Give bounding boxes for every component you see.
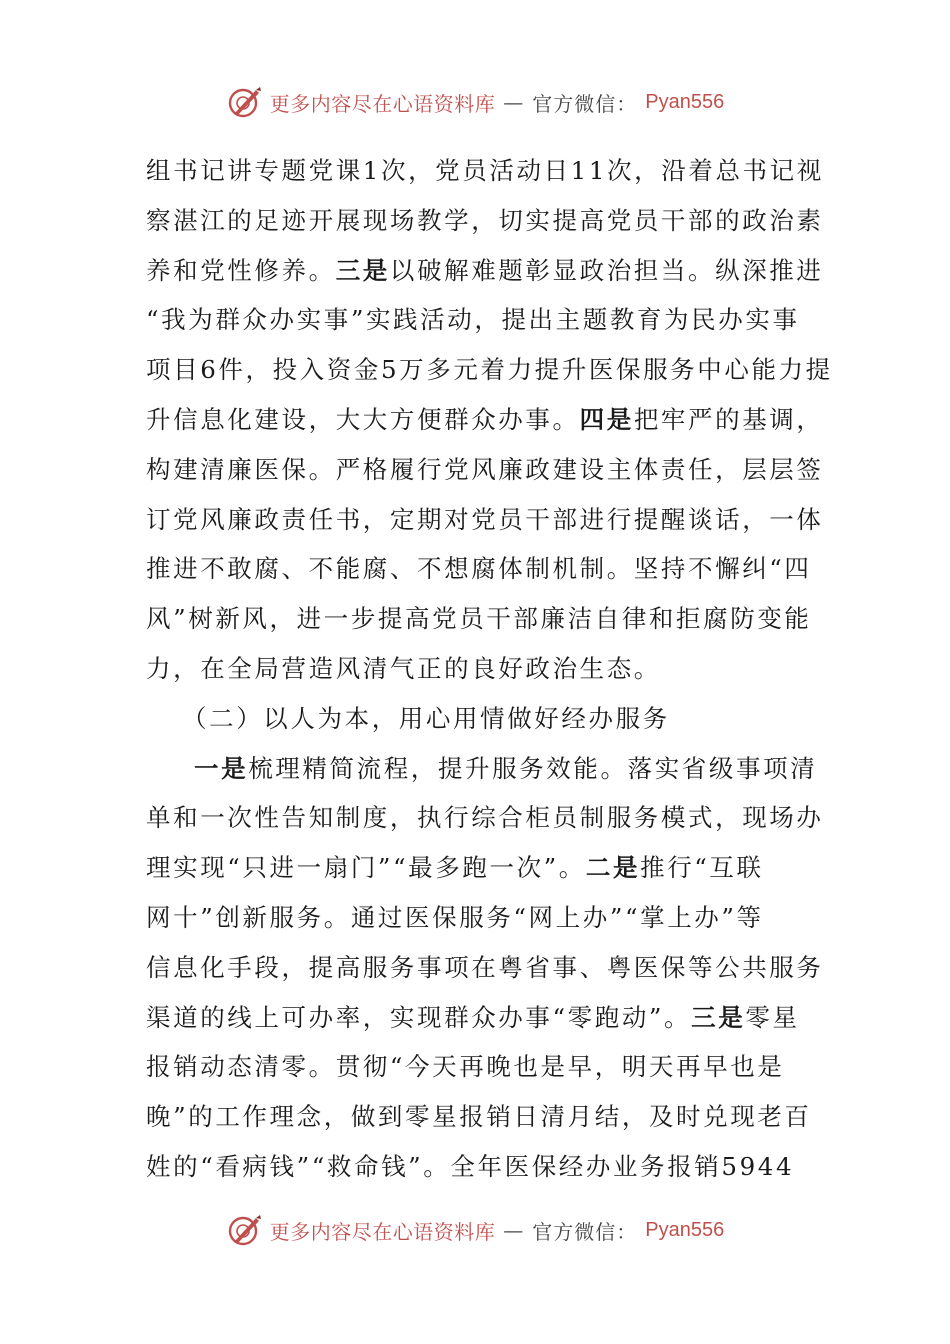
text-line: 报销动态清零。贯彻“今天再晚也是早，明天再早也是 (146, 1052, 785, 1082)
bold-lead-phrase: 一是 (194, 753, 249, 783)
banner-wechat-id: Pyan556 (645, 1218, 725, 1241)
text-line: 订党风廉政责任书，定期对党员干部进行提醒谈话，一体 (146, 504, 824, 534)
bold-lead-phrase: 二是 (585, 853, 641, 883)
text-line: 理实现“只进一扇门”“最多跑一次”。二是推行“互联 (146, 853, 764, 883)
banner-wechat-label: 官方微信： (532, 91, 638, 116)
document-body (146, 146, 833, 1192)
text-line: 一是梳理精简流程，提升服务效能。落实省级事项清 (194, 753, 818, 783)
watermark-banner-bottom (0, 1208, 950, 1252)
pen-logo-icon (226, 84, 262, 120)
text-line: “我为群众办实事”实践活动，提出主题教育为民办实事 (146, 305, 800, 335)
bold-lead-phrase: 三是 (691, 1002, 746, 1032)
text-line: 单和一次性告知制度，执行综合柜员制服务模式，现场办 (146, 803, 824, 833)
text-line: 组书记讲专题党课1次，党员活动日11次，沿着总书记视 (146, 156, 824, 185)
banner-site-name: 更多内容尽在心语资料库 (269, 91, 496, 116)
text-line: 晚”的工作理念，做到零星报销日清月结，及时兑现老百 (146, 1102, 812, 1132)
bold-lead-phrase: 三是 (335, 255, 390, 285)
bold-lead-phrase: 四是 (579, 404, 634, 434)
banner-dash: — (503, 90, 525, 114)
text-line: 力，在全局营造风清气正的良好政治生态。 (146, 653, 661, 683)
text-line: 养和党性修养。三是以破解难题彰显政治担当。纵深推进 (146, 255, 824, 285)
text-line: 构建清廉医保。严格履行党风廉政建设主体责任，层层签 (146, 454, 824, 484)
banner-wechat-id: Pyan556 (645, 90, 725, 113)
text-line: 风”树新风，进一步提高党员干部廉洁自律和拒腐防变能 (146, 604, 812, 634)
text-line: 信息化手段，提高服务事项在粤省事、粤医保等公共服务 (146, 952, 824, 982)
banner-dash: — (503, 1218, 525, 1242)
text-line: 升信息化建设，大大方便群众办事。四是把牢严的基调， (146, 404, 824, 434)
section-heading: （二）以人为本，用心用情做好经办服务 (182, 703, 670, 733)
banner-site-name: 更多内容尽在心语资料库 (269, 1219, 496, 1244)
pen-logo-icon (226, 1212, 262, 1248)
text-line: 网十”创新服务。通过医保服务“网上办”“掌上办”等 (146, 902, 764, 932)
text-line: 姓的“看病钱”“救命钱”。全年医保经办业务报销5944 (146, 1151, 795, 1181)
text-line: 察湛江的足迹开展现场教学，切实提高党员干部的政治素 (146, 205, 824, 235)
banner-wechat-label: 官方微信： (532, 1219, 638, 1244)
watermark-banner-top (0, 80, 950, 124)
text-line: 渠道的线上可办率，实现群众办事“零跑动”。三是零星 (146, 1002, 800, 1032)
text-line: 项目6件，投入资金5万多元着力提升医保服务中心能力提 (146, 355, 833, 385)
text-line: 推进不敢腐、不能腐、不想腐体制机制。坚持不懈纠“四 (146, 554, 812, 584)
